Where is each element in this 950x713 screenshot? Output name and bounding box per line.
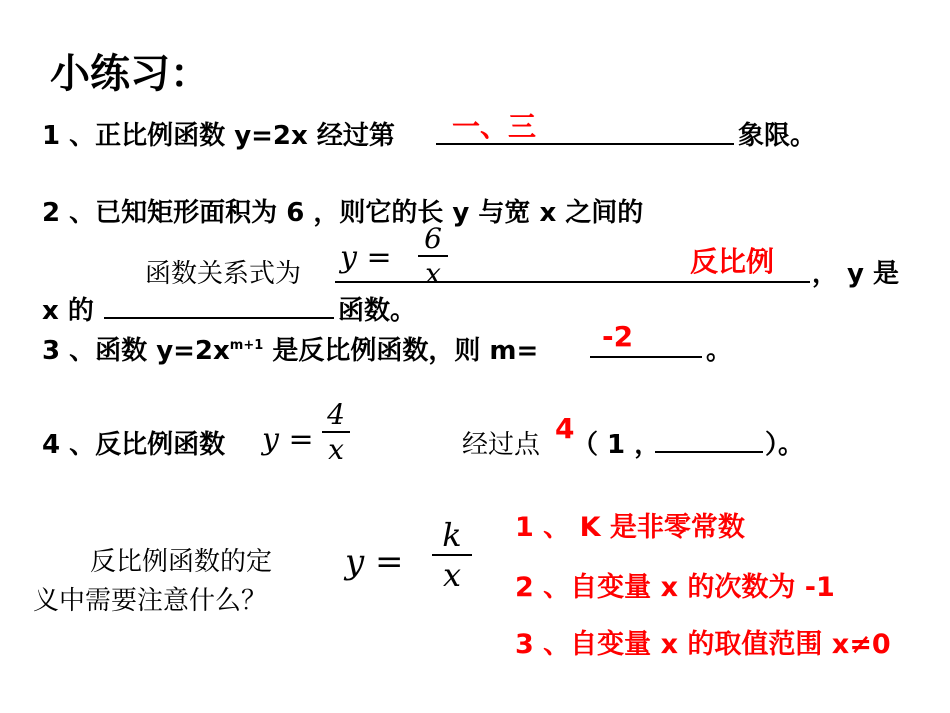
question-3-middle: 是反比例函数，则 m= xyxy=(263,336,539,366)
question-2-line3-suffix: 函数。 xyxy=(338,296,417,326)
question-2-denominator: x xyxy=(425,257,441,290)
question-3-blank xyxy=(590,356,702,358)
question-1-answer: 一、三 xyxy=(452,110,537,143)
question-2-line3-prefix: x 的 xyxy=(42,296,94,326)
question-2-blank-2 xyxy=(104,317,334,319)
question-4-point-open: （ 1 ， xyxy=(572,430,661,460)
question-2-answer: 反比例 xyxy=(690,245,775,278)
question-4-prefix: 4 、反比例函数 xyxy=(42,430,226,460)
question-2-formula-lhs: y = xyxy=(340,240,392,275)
question-2-numerator: 6 xyxy=(424,222,442,255)
definition-formula-lhs: y = xyxy=(345,542,404,582)
question-2-line2-suffix: ， y 是 xyxy=(812,259,900,289)
question-2-fraction xyxy=(418,222,448,290)
question-4-answer: 4 xyxy=(555,412,575,445)
definition-numerator: k xyxy=(442,516,462,554)
question-4-numerator: 4 xyxy=(327,398,345,431)
question-4-point-close: ）。 xyxy=(765,430,805,460)
question-3-exponent: m+1 xyxy=(229,338,264,353)
definition-denominator: x xyxy=(442,556,462,594)
question-line-2: 义中需要注意什么？ xyxy=(33,586,268,616)
question-3-prefix xyxy=(42,330,538,367)
question-4-fraction xyxy=(322,398,350,466)
question-4-middle: 经过点 xyxy=(462,430,541,460)
question-4-blank xyxy=(655,451,763,453)
question-4-denominator: x xyxy=(328,433,344,466)
question-1-suffix: 象限。 xyxy=(738,121,817,151)
question-1-prefix: 1 、正比例函数 y=2x 经过第 xyxy=(42,121,395,151)
question-3-text: 3 、函数 y=2x xyxy=(42,336,230,366)
question-line-1: 反比例函数的定 xyxy=(90,547,273,577)
question-2-line2-prefix: 函数关系式为 xyxy=(145,259,302,289)
note-3: 3 、自变量 x 的取值范围 x≠0 xyxy=(515,629,891,660)
question-2-blank-1 xyxy=(335,281,810,283)
page-title: 小练习： xyxy=(50,51,210,97)
note-2: 2 、自变量 x 的次数为 -1 xyxy=(515,572,835,603)
question-4-formula-lhs: y = xyxy=(262,422,314,457)
definition-fraction xyxy=(432,516,472,594)
note-1: 1 、 K 是非零常数 xyxy=(515,512,745,543)
question-2-line1: 2 、已知矩形面积为 6 ，则它的长 y 与宽 x 之间的 xyxy=(42,198,644,228)
question-3-suffix: 。 xyxy=(706,336,733,366)
question-3-answer: -2 xyxy=(602,320,634,353)
